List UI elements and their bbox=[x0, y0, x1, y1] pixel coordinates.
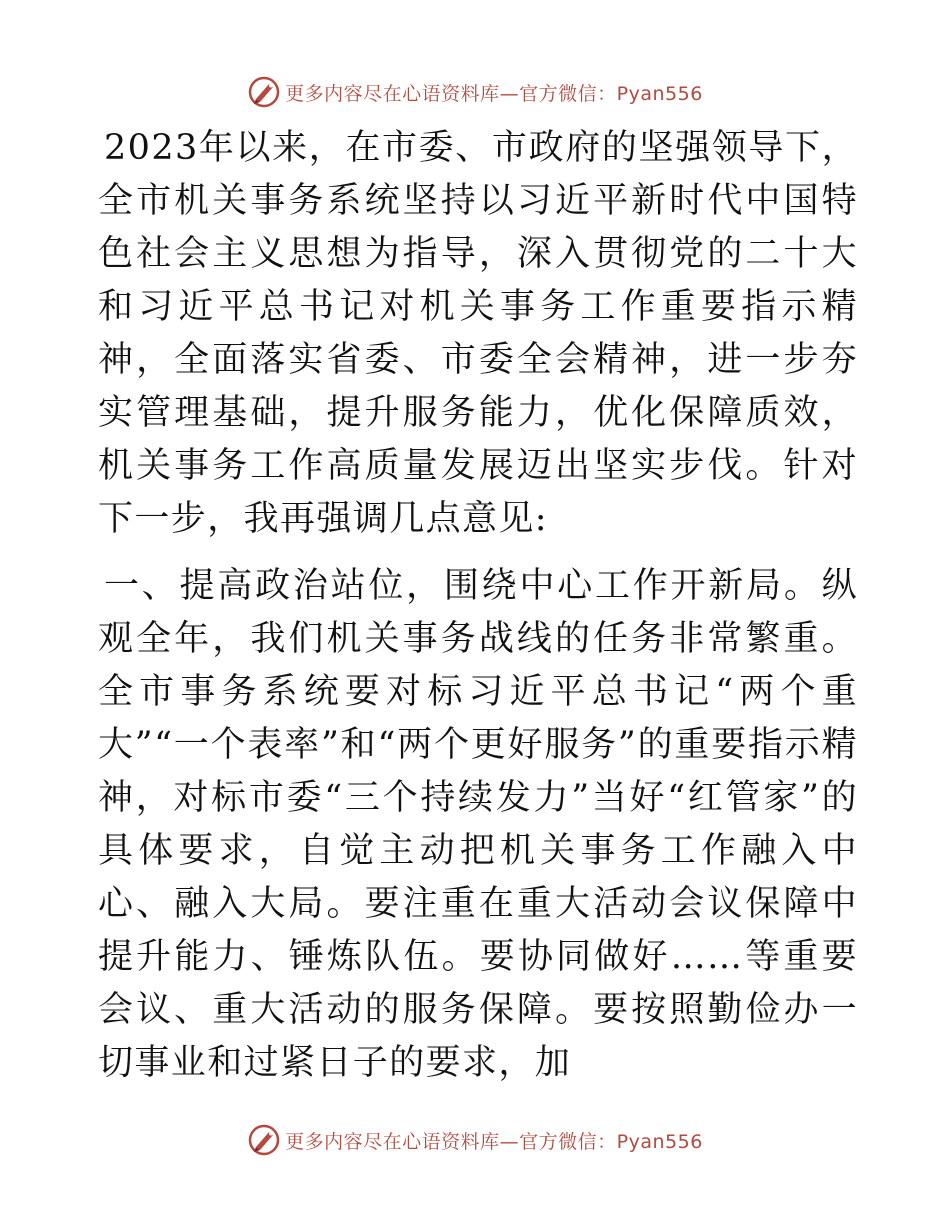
pen-logo-icon bbox=[247, 75, 281, 109]
footer-watermark-text: 更多内容尽在心语资料库—官方微信：Pyan556 bbox=[285, 1130, 703, 1153]
paragraph-intro: 2023年以来，在市委、市政府的坚强领导下，全市机关事务系统坚持以习近平新时代中国特色社会主义思想为指导，深入贯彻党的二十大和习近平总书记对机关事务工作重要指示精神，全面落实省委、市委全会精神，进一步夯实管理基础，提升服务能力，优化保障质效，机关事务工作高质量发展迈出坚实步伐。针对下一步，我再强调几点意见: bbox=[98, 128, 858, 539]
pen-logo-icon bbox=[247, 1123, 281, 1157]
footer-watermark bbox=[0, 1120, 950, 1160]
paragraph-point-one: 一、提高政治站位，围绕中心工作开新局。纵观全年，我们机关事务战线的任务非常繁重。全市事务系统要对标习近平总书记“两个重大”“一个表率”和“两个更好服务”的重要指示精神，对标市委“三个持续发力”当好“红管家”的具体要求，自觉主动把机关事务工作融入中心、融入大局。要注重在重大活动会议保障中提升能力、锤炼队伍。要协同做好……等重要会议、重大活动的服务保障。要按照勤俭办一切事业和过紧日子的要求，加 bbox=[98, 566, 858, 1083]
header-watermark bbox=[0, 72, 950, 112]
document-body bbox=[98, 122, 858, 1090]
header-watermark-text: 更多内容尽在心语资料库—官方微信：Pyan556 bbox=[285, 82, 703, 105]
